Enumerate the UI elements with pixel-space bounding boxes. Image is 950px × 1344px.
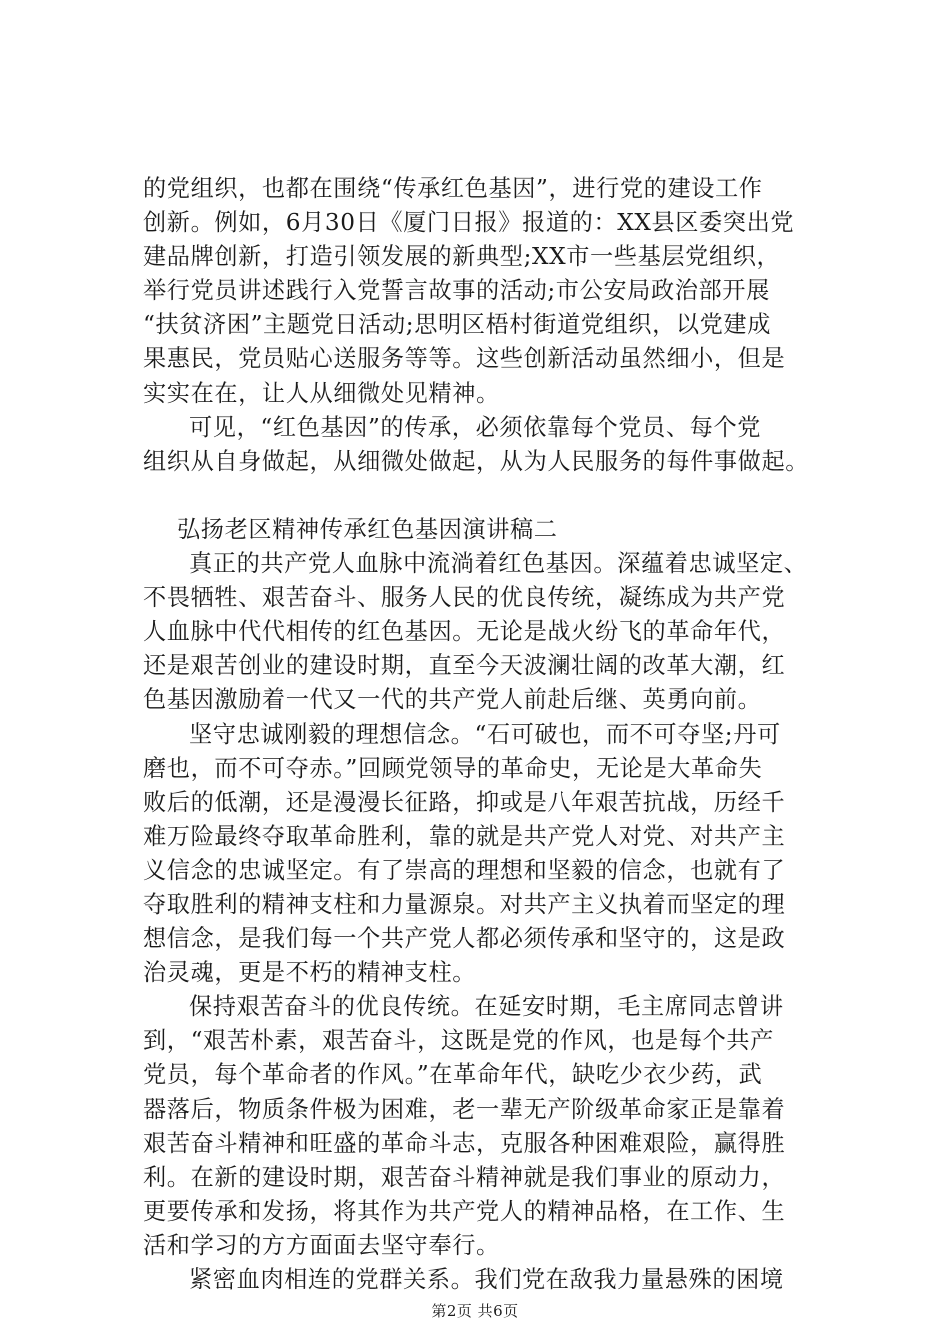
page-number-footer: 第2页 共6页 [431, 1302, 519, 1320]
body-line: 不畏牺牲、艰苦奋斗、服务人民的优良传统，凝练成为共产党 [143, 584, 786, 612]
body-line: 果惠民，党员贴心送服务等等。这些创新活动虽然细小，但是 [143, 345, 786, 373]
body-line: 夺取胜利的精神支柱和力量源泉。对共产主义执着而坚定的理 [143, 890, 786, 918]
body-line: 磨也，而不可夺赤。”回顾党领导的革命史，无论是大革命失 [143, 754, 763, 782]
body-line: 创新。例如，6月30日《厦门日报》报道的：XX县区委突出党 [143, 209, 795, 237]
body-line: 人血脉中代代相传的红色基因。无论是战火纷飞的革命年代， [143, 618, 786, 646]
paragraph-first-line: 可见，“红色基因”的传承，必须依靠每个党员、每个党 [189, 413, 762, 441]
section-title: 弘扬老区精神传承红色基因演讲稿二 [177, 515, 558, 543]
body-line: 到，“艰苦朴素，艰苦奋斗，这既是党的作风，也是每个共产 [143, 1027, 774, 1055]
body-line: 败后的低潮，还是漫漫长征路，抑或是八年艰苦抗战，历经千 [143, 788, 786, 816]
paragraph-first-line: 坚守忠诚刚毅的理想信念。“石可破也，而不可夺坚;丹可 [189, 720, 781, 748]
body-line: 艰苦奋斗精神和旺盛的革命斗志，克服各种困难艰险，赢得胜 [143, 1129, 786, 1157]
body-line: 义信念的忠诚坚定。有了崇高的理想和坚毅的信念，也就有了 [143, 856, 786, 884]
body-line: 组织从自身做起，从细微处做起，从为人民服务的每件事做起。 [143, 447, 810, 475]
body-line: 想信念，是我们每一个共产党人都必须传承和坚守的，这是政 [143, 925, 786, 953]
body-line: 党员，每个革命者的作风。”在革命年代，缺吃少衣少药，武 [143, 1061, 763, 1089]
body-line: 建品牌创新，打造引领发展的新典型;XX市一些基层党组织， [143, 243, 781, 271]
body-line: 还是艰苦创业的建设时期，直至今天波澜壮阔的改革大潮，红 [143, 652, 786, 680]
body-line: 更要传承和发扬，将其作为共产党人的精神品格，在工作、生 [143, 1197, 786, 1225]
body-line: 实实在在，让人从细微处见精神。 [143, 379, 500, 407]
document-body [143, 172, 823, 1297]
body-line: 利。在新的建设时期，艰苦奋斗精神就是我们事业的原动力， [143, 1163, 786, 1191]
body-line: “扶贫济困”主题党日活动;思明区梧村街道党组织，以党建成 [143, 311, 772, 339]
paragraph-first-line: 紧密血肉相连的党群关系。我们党在敌我力量悬殊的困境 [189, 1266, 784, 1293]
paragraph-gap [143, 479, 823, 513]
body-line: 举行党员讲述践行入党誓言故事的活动;市公安局政治部开展 [143, 277, 770, 305]
body-line: 的党组织，也都在围绕“传承红色基因”，进行党的建设工作 [143, 175, 763, 202]
body-line: 器落后，物质条件极为困难，老一辈无产阶级革命家正是靠着 [143, 1095, 786, 1123]
body-line: 难万险最终夺取革命胜利，靠的就是共产党人对党、对共产主 [143, 822, 786, 850]
body-line: 色基因激励着一代又一代的共产党人前赴后继、英勇向前。 [143, 686, 762, 714]
body-line: 活和学习的方方面面去坚守奉行。 [143, 1231, 500, 1259]
paragraph-first-line: 保持艰苦奋斗的优良传统。在延安时期，毛主席同志曾讲 [189, 993, 784, 1021]
body-line: 治灵魂，更是不朽的精神支柱。 [143, 959, 477, 987]
paragraph-first-line: 真正的共产党人血脉中流淌着红色基因。深蕴着忠诚坚定、 [189, 550, 808, 578]
